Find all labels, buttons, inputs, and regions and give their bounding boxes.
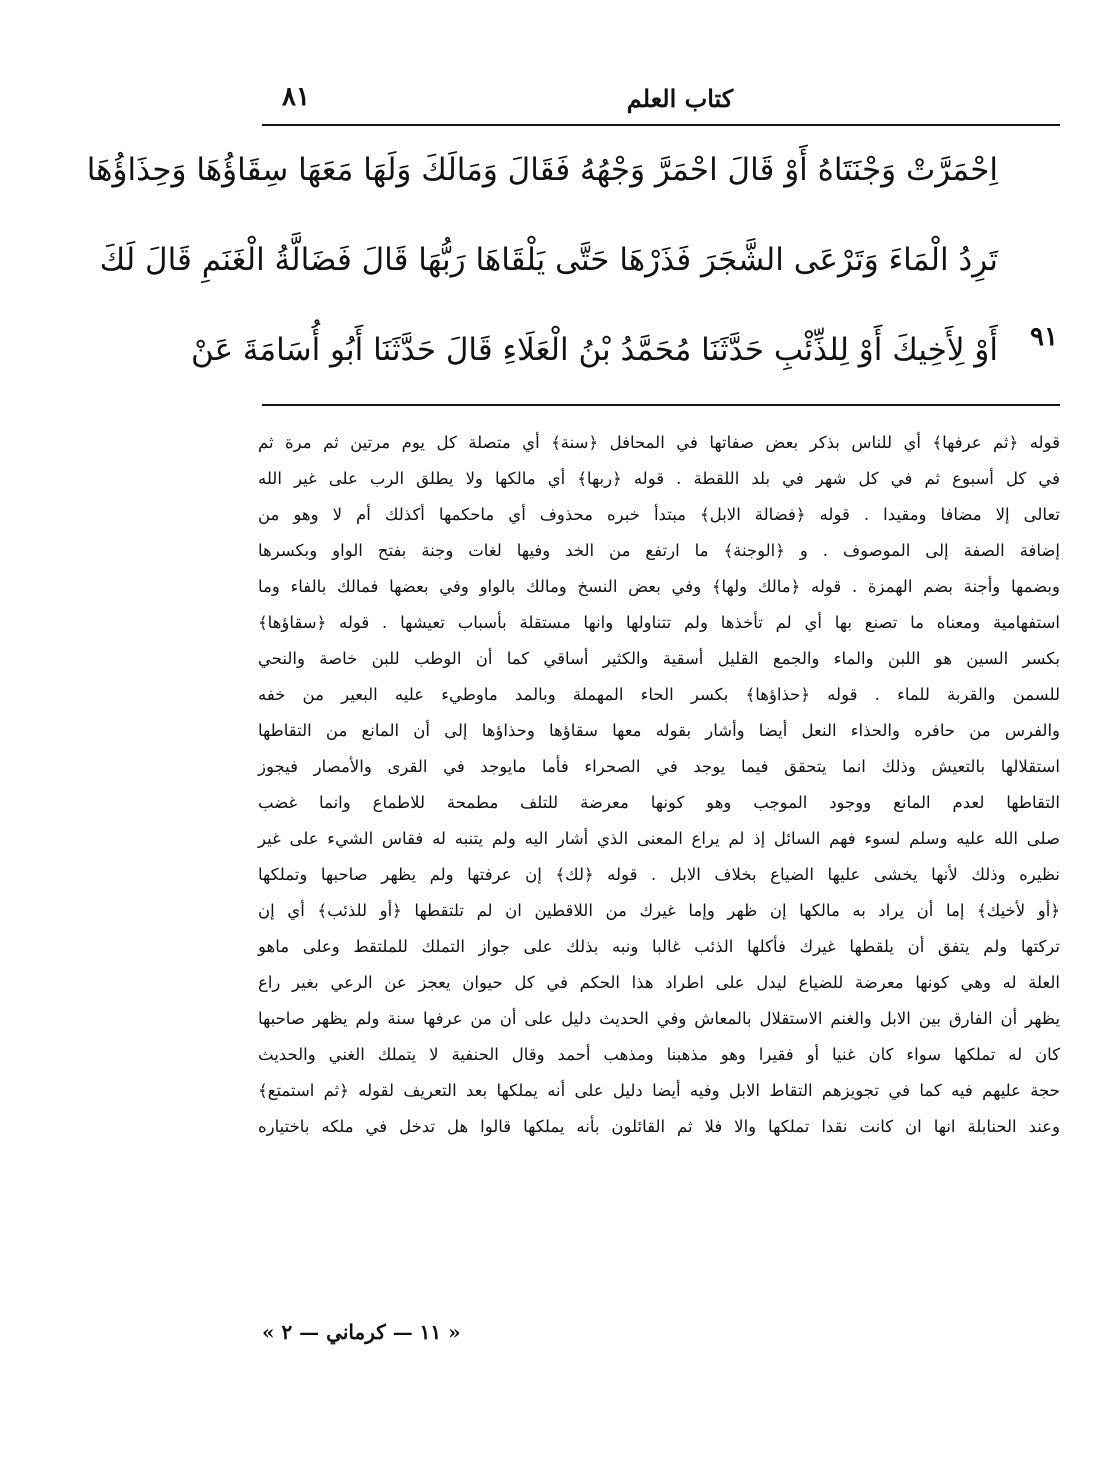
commentary-line: التقاطها لعدم المانع ووجود الموجب وهو كونها معرضة للتلف مطمحة للاطماع وانما غضب: [258, 793, 1060, 812]
commentary: [258, 426, 1060, 1146]
header-rule: [262, 124, 1060, 126]
commentary-line: قوله ﴿ثم عرفها﴾ أي للناس بذكر بعض صفاتها في المحافل ﴿سنة﴾ أي متصلة كل يوم مرتين ثم مرة ثم: [258, 433, 1060, 452]
section-divider: [262, 404, 1060, 406]
commentary-line: ﴿أو لأخيك﴾ إما أن يراد به مالكها إن ظهر وإما غيرك من اللاقطين ان لم تلتقطها ﴿أو للذئب﴾ أي إن: [258, 901, 1060, 920]
commentary-line: كان له تملكها سواء كان غنيا أو فقيرا وهو مذهبنا ومذهب أحمد وقال الحنفية لا يتملك الغني والحديث: [258, 1045, 1060, 1064]
commentary-line: نظيره وذلك لأنها يخشى عليها الضياع بخلاف الابل . قوله ﴿لك﴾ إن عرفتها ولم يظهر صاحبها وتملكها: [258, 865, 1060, 884]
commentary-line: صلى الله عليه وسلم لسوء فهم السائل إذ لم يراع المعنى الذي أشار اليه ولم يتنبه له فقاس الشيء على غير: [258, 829, 1060, 848]
hadith-number: ٩١: [1030, 322, 1058, 352]
commentary-line: العلة له وهي كونها معرضة للضياع ليدل على اطراد هذا الحكم في كل حيوان يعجز عن الرعي بغير راع: [258, 973, 1060, 992]
commentary-line: في كل أسبوع ثم في كل شهر في بلد اللقطة . قوله ﴿ربها﴾ أي مالكها ولا يطلق الرب على غير الله: [258, 469, 1060, 488]
commentary-line: تعالى إلا مضافا ومقيدا . قوله ﴿فضالة الابل﴾ مبتدأ خبره محذوف أي ماحكمها أكذلك أم لا وهو من: [258, 505, 1060, 524]
commentary-line: للسمن والقربة للماء . قوله ﴿حذاؤها﴾ بكسر الحاء المهملة وبالمد ماوطيء عليه البعير من خفه: [258, 685, 1060, 704]
commentary-line: بكسر السين هو اللبن والماء والجمع القليل أسقية والكثير أساقي كما أن الوطب للبن خاصة والنحي: [258, 649, 1060, 668]
running-title: كتاب العلم: [626, 84, 734, 113]
commentary-line: استقلالها بالتعيش وذلك انما يتحقق فيما يوجد في الصحراء فأما مايوجد في القرى والأمصار فيجوز: [258, 757, 1060, 776]
commentary-line: وعند الحنابلة انها ان كانت نقدا تملكها والا فلا ثم القائلون بأنه يملكها قالوا هل تدخل في ملكه باختياره: [258, 1117, 1060, 1136]
footer-signature: « ١١ — كرماني — ٢ »: [262, 1320, 461, 1344]
commentary-line: استفهامية ومعناه ما تصنع بها أي لم تأخذها ولم تتناولها وانها مستقلة بأسباب تعيشها . قوله ﴿سقاؤها﴾: [258, 613, 1060, 632]
commentary-line: حجة عليهم فيه كما في تجويزهم التقاط الابل وفيه أيضا دليل على أنه يملكها بعد التعريف لقوله ﴿ثم استمتع﴾: [258, 1081, 1060, 1100]
commentary-line: يظهر أن الفارق بين الابل والغنم الاستقلال بالمعاش وفي الحديث دليل على أن من عرفها سنة ولم يظهر صاحبها: [258, 1009, 1060, 1028]
main-text-line: أَوْ لِأَخِيكَ أَوْ لِلذِّئْبِ حَدَّثَنَا مُحَمَّدُ بْنُ الْعَلَاءِ قَالَ حَدَّثَنَا أَبُو أُسَامَةَ عَنْ: [190, 332, 998, 368]
commentary-line: إضافة الصفة إلى الموصوف . و ﴿الوجنة﴾ ما ارتفع من الخد وفيها لغات وجنة بفتح الواو وبكسرها: [258, 541, 1060, 560]
commentary-line: وبضمها وأجنة بضم الهمزة . قوله ﴿مالك ولها﴾ وفي بعض النسخ ومالك بالواو وفي بعضها فمالك بالفاء وما: [258, 577, 1060, 596]
commentary-line: والفرس من حافره والحذاء النعل أيضا وأشار بقوله معها سقاؤها وحذاؤها إلى أن المانع من التقاطها: [258, 721, 1060, 740]
page-number: ٨١: [282, 82, 310, 112]
main-text: [86, 130, 998, 400]
main-text-line: اِحْمَرَّتْ وَجْنَتَاهُ أَوْ قَالَ احْمَرَّ وَجْهُهُ فَقَالَ وَمَالَكَ وَلَهَا مَعَهَا سِقَاؤُهَا وَحِذَاؤُهَا: [86, 152, 998, 188]
commentary-line: تركتها ولم يتفق أن يلقطها غيرك فأكلها الذئب غالبا ونبه بذلك على جواز التملك للملتقط وعلى ماهو: [258, 937, 1060, 956]
main-text-line: تَرِدُ الْمَاءَ وَتَرْعَى الشَّجَرَ فَذَرْهَا حَتَّى يَلْقَاهَا رَبُّهَا قَالَ فَضَالَّةُ الْغَنَمِ قَالَ لَكَ: [99, 242, 998, 278]
